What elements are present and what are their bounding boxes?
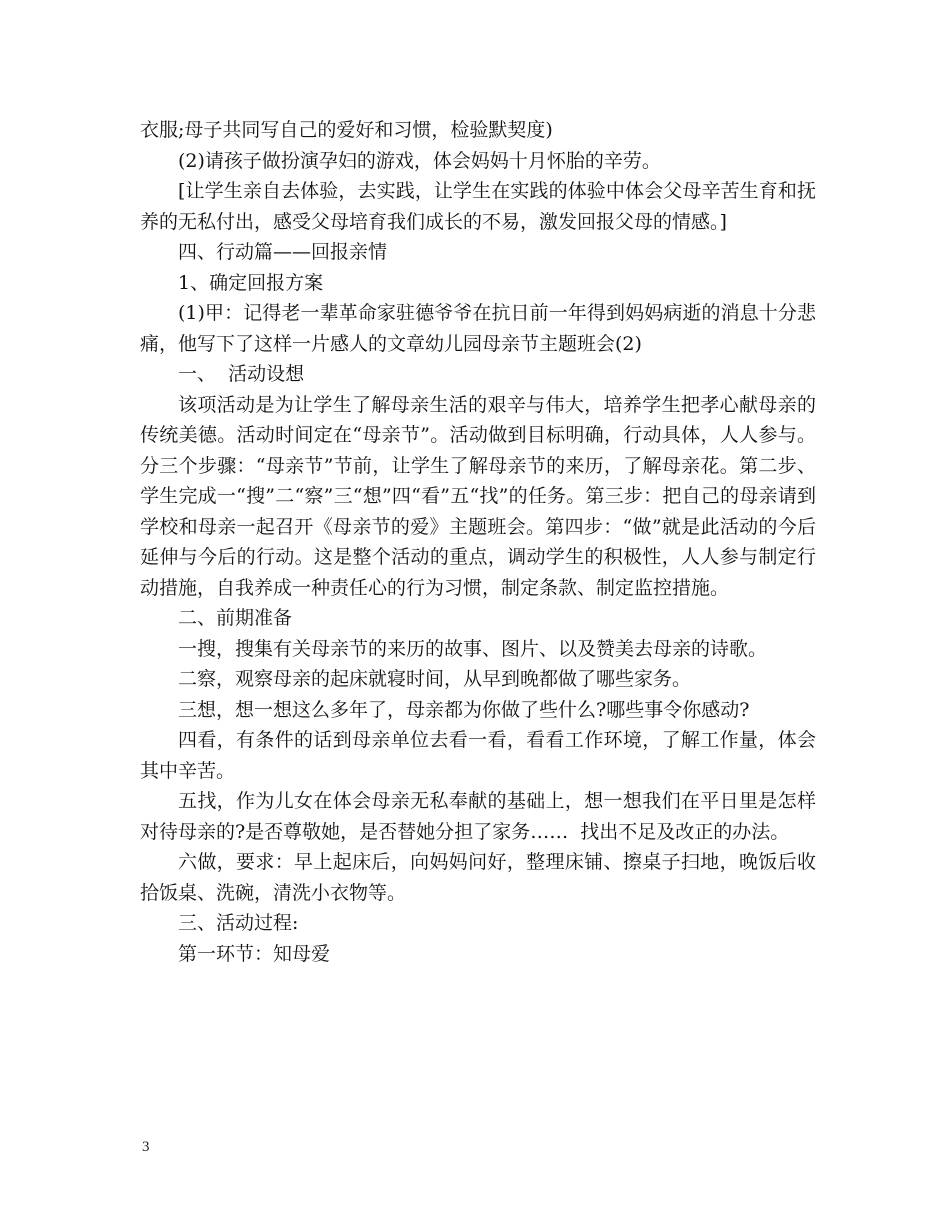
section-heading-preparation: 二、前期准备 bbox=[178, 607, 293, 629]
list-item-find: 五找，作为儿女在体会母亲无私奉献的基础上，想一想我们在平日里是怎样对待母亲的?是否尊敬她，是否替她分担了家务…… 找出不足及改正的办法。 bbox=[140, 790, 816, 843]
paragraph-3: [让学生亲自去体验，去实践，让学生在实践的体验中体会父母辛苦生育和抚养的无私付出，感受父母培育我们成长的不易，激发回报父母的情感。] bbox=[140, 180, 816, 233]
list-item-observe: 二察，观察母亲的起床就寝时间，从早到晚都做了哪些家务。 bbox=[178, 668, 692, 690]
section-heading-action: 四、行动篇——回报亲情 bbox=[178, 241, 388, 263]
paragraph-2: (2)请孩子做扮演孕妇的游戏，体会妈妈十月怀胎的辛劳。 bbox=[178, 149, 661, 172]
paragraph-1: 衣服;母子共同写自己的爱好和习惯，检验默契度) bbox=[140, 119, 553, 141]
subheading-plan: 1、确定回报方案 bbox=[178, 271, 324, 294]
page-number: 3 bbox=[142, 1139, 150, 1155]
section-heading-idea: 一、 活动设想 bbox=[178, 363, 305, 385]
list-item-do: 六做，要求：早上起床后，向妈妈问好，整理床铺、擦桌子扫地，晚饭后收拾饭桌、洗碗，清洗小衣物等。 bbox=[140, 851, 816, 904]
subheading-stage-one: 第一环节：知母爱 bbox=[178, 942, 331, 965]
section-heading-process: 三、活动过程: bbox=[178, 912, 299, 934]
paragraph-8: 该项活动是为让学生了解母亲生活的艰辛与伟大，培养学生把孝心献母亲的传统美德。活动时间定在“母亲节”。活动做到目标明确，行动具体，人人参与。分三个步骤：“母亲节”节前，让学生了解母亲节的来历，了解母亲花。第二步、学生完成一“搜”二“察”三“想”四“看”五“找”的任务。第三步：把自己的母亲请到学校和母亲一起召开《母亲节的爱》主题班会。第四步：“做”就是此活动的今后延伸与今后的行动。这是整个活动的重点，调动学生的积极性，人人参与制定行动措施，自我养成一种责任心的行为习惯，制定条款、制定监控措施。 bbox=[140, 393, 816, 599]
list-item-think: 三想，想一想这么多年了，母亲都为你做了些什么?哪些事令你感动? bbox=[178, 698, 750, 721]
list-item-search: 一搜，搜集有关母亲节的来历的故事、图片、以及赞美去母亲的诗歌。 bbox=[178, 637, 768, 660]
document-body bbox=[140, 115, 816, 969]
paragraph-6: (1)甲：记得老一辈革命家驻德爷爷在抗日前一年得到妈妈病逝的消息十分悲痛，他写下了这样一片感人的文章幼儿园母亲节主题班会(2) bbox=[140, 302, 816, 355]
list-item-look: 四看，有条件的话到母亲单位去看一看，看看工作环境，了解工作量，体会其中辛苦。 bbox=[140, 729, 816, 782]
